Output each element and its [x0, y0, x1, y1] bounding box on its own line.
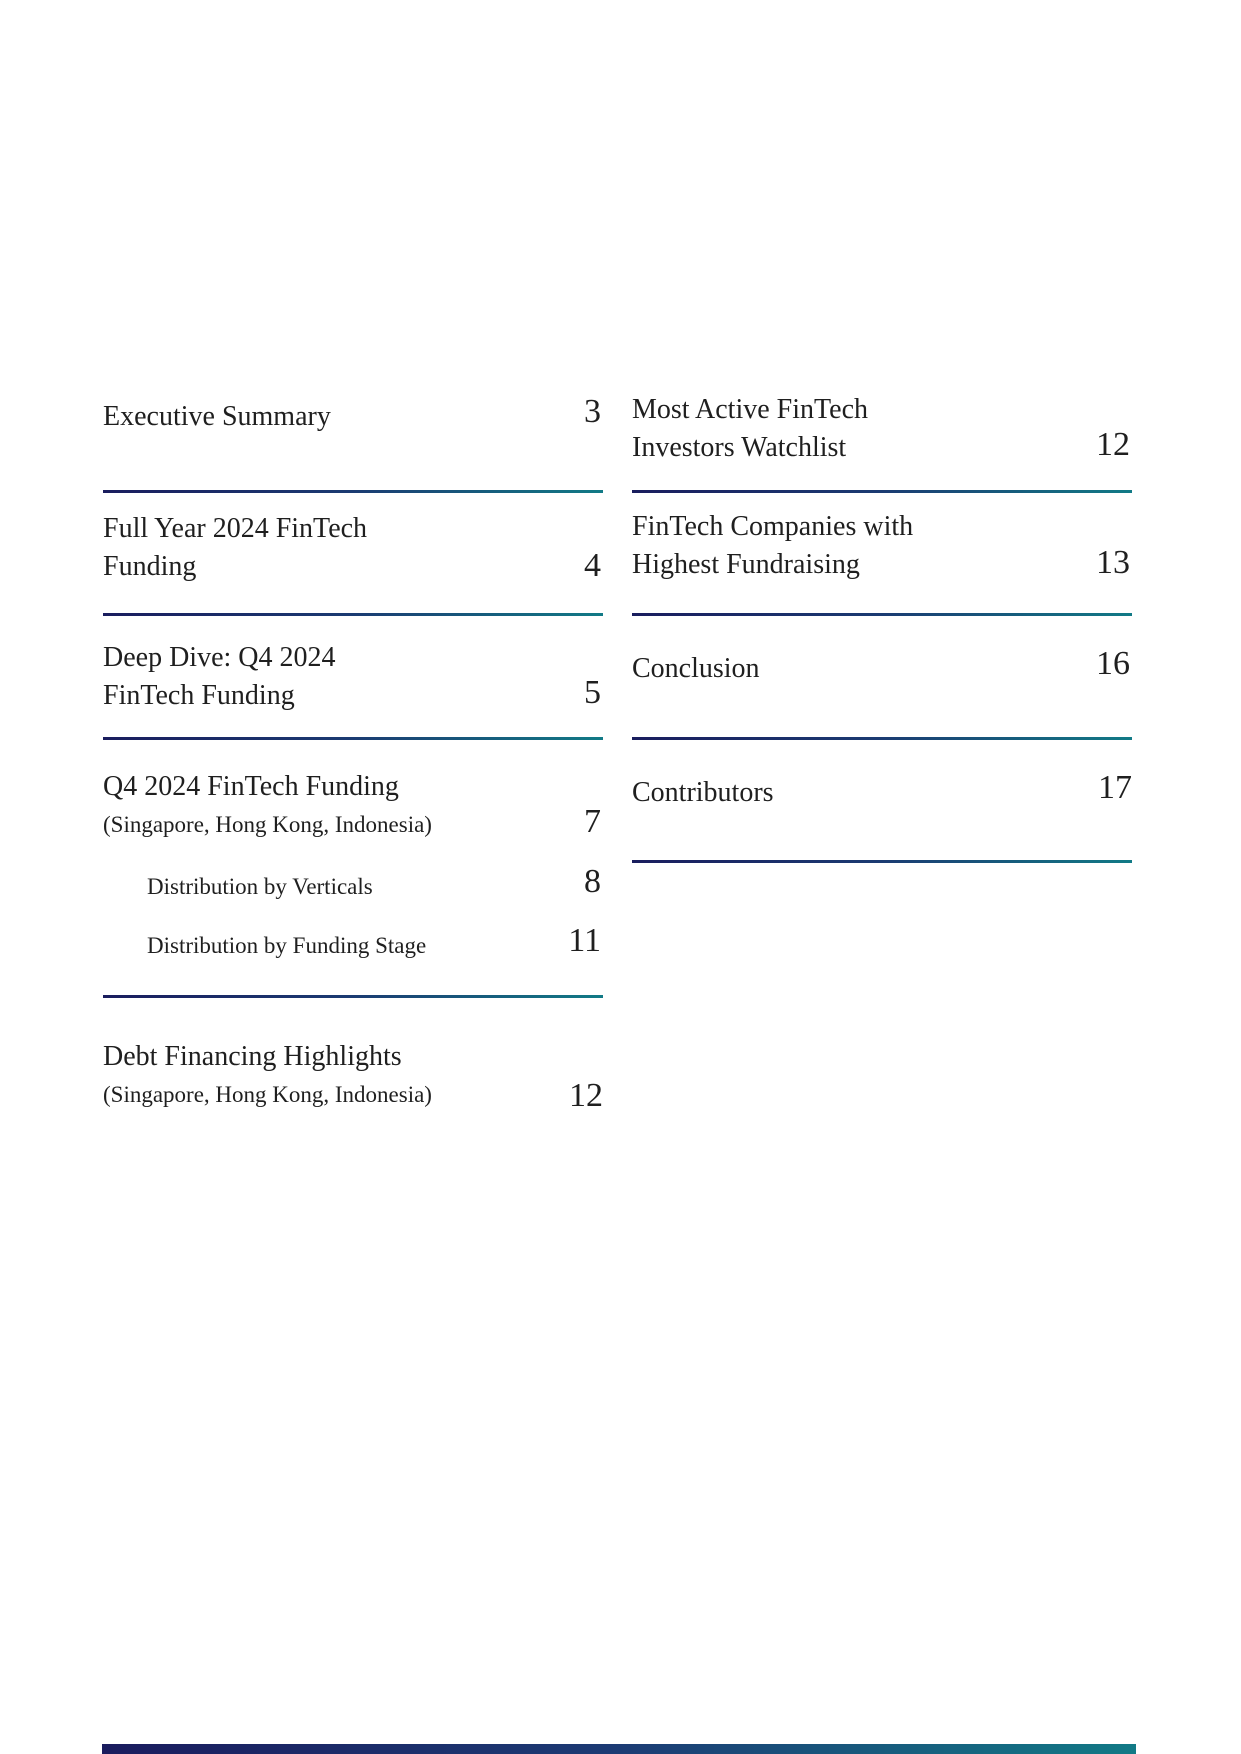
- toc-divider: [103, 737, 603, 740]
- toc-entry-conclusion[interactable]: [632, 645, 1132, 700]
- toc-entry-full-year-2024[interactable]: [103, 510, 603, 590]
- toc-divider: [632, 613, 1132, 616]
- toc-entry-page: 4: [584, 547, 601, 584]
- toc-entry-deep-dive-q4[interactable]: [103, 639, 603, 719]
- toc-subentry-funding-stage[interactable]: [147, 922, 603, 969]
- toc-divider: [632, 860, 1132, 863]
- toc-entry-page: 12: [1096, 426, 1130, 463]
- toc-divider: [103, 995, 603, 998]
- toc-divider: [632, 737, 1132, 740]
- footer-accent-bar: [102, 1744, 1136, 1754]
- toc-entry-debt-financing[interactable]: [103, 1038, 603, 1118]
- toc-entry-page: 5: [584, 674, 601, 711]
- toc-entry-contributors[interactable]: [632, 769, 1132, 824]
- toc-entry-page: 3: [584, 393, 601, 430]
- toc-entry-title: Debt Financing Highlights: [103, 1041, 402, 1072]
- toc-entry-page: 16: [1096, 645, 1130, 682]
- toc-entry-title: Deep Dive: Q4 2024 FinTech Funding: [103, 642, 336, 711]
- toc-divider: [103, 613, 603, 616]
- toc-entry-subtitle: (Singapore, Hong Kong, Indonesia): [103, 1082, 432, 1107]
- toc-entry-page: 13: [1096, 544, 1130, 581]
- toc-divider: [103, 490, 603, 493]
- toc-subentry-page: 8: [584, 863, 601, 900]
- toc-entry-investors-watchlist[interactable]: [632, 391, 1132, 471]
- toc-subentry-page: 11: [568, 922, 601, 959]
- toc-entry-title: Contributors: [632, 777, 774, 808]
- toc-subentry-verticals[interactable]: [147, 863, 603, 910]
- toc-subentry-title: Distribution by Verticals: [147, 874, 373, 899]
- toc-entry-q4-2024-funding[interactable]: [103, 768, 603, 848]
- toc-entry-page: 7: [584, 803, 601, 840]
- toc-subentry-title: Distribution by Funding Stage: [147, 933, 427, 958]
- toc-entry-title: Executive Summary: [103, 401, 331, 432]
- toc-entry-title: Most Active FinTech Investors Watchlist: [632, 394, 869, 463]
- toc-entry-page: 17: [1098, 769, 1132, 806]
- toc-entry-page: 12: [569, 1077, 603, 1114]
- toc-entry-title: Full Year 2024 FinTech Funding: [103, 513, 368, 582]
- toc-entry-highest-fundraising[interactable]: [632, 508, 1132, 588]
- toc-divider: [632, 490, 1132, 493]
- toc-entry-title: Q4 2024 FinTech Funding: [103, 771, 399, 802]
- toc-entry-subtitle: (Singapore, Hong Kong, Indonesia): [103, 812, 432, 837]
- toc-entry-title: Conclusion: [632, 653, 760, 684]
- toc-entry-title: FinTech Companies with Highest Fundraising: [632, 511, 914, 580]
- toc-entry-executive-summary[interactable]: [103, 393, 603, 458]
